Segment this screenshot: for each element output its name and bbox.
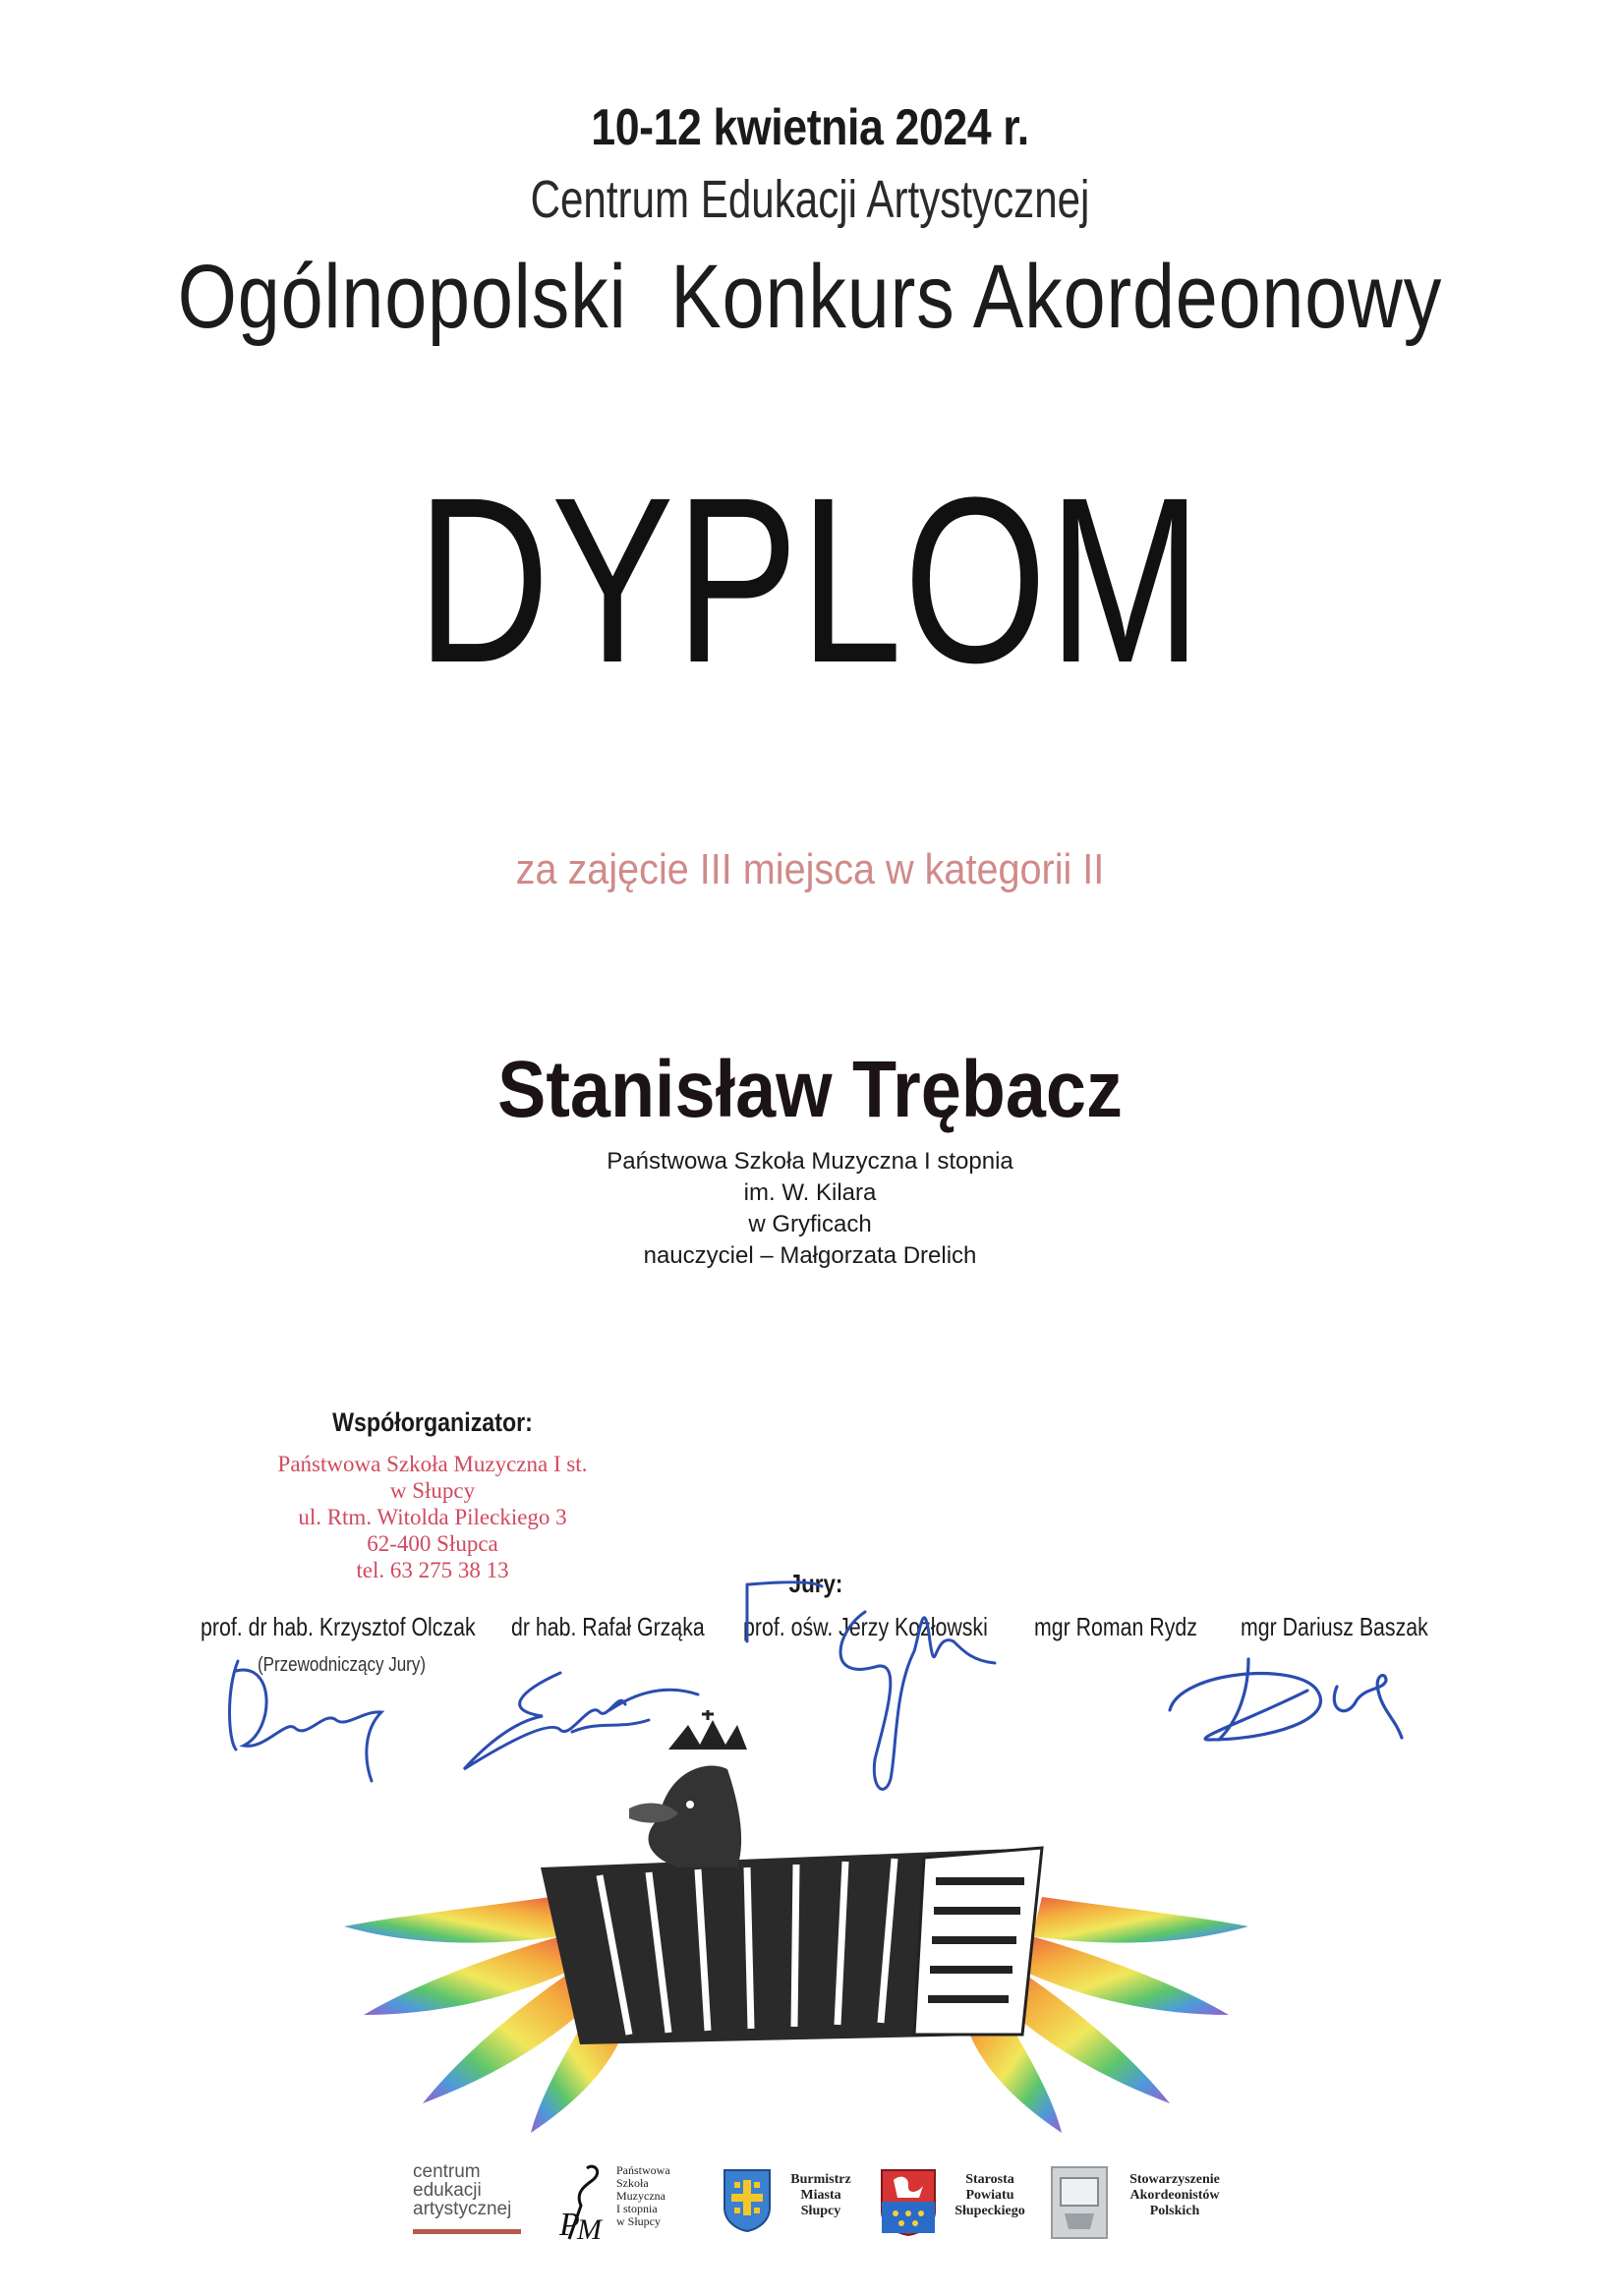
burmistrz-logo-line: Burmistrz	[790, 2172, 851, 2187]
psm-logo-text	[616, 2164, 695, 2228]
psm-monogram-icon	[555, 2162, 608, 2241]
accordion-emblem-logo	[334, 1710, 1258, 2143]
sap-logo-line: Polskich	[1149, 2204, 1200, 2218]
sap-logo	[1047, 2162, 1244, 2241]
school-line: im. W. Kilara	[743, 1179, 877, 1206]
award-text: za zajęcie III miejsca w kategorii II	[515, 845, 1105, 893]
psm-logo-line: w Słupcy	[616, 2214, 661, 2228]
organizer-name: Centrum Edukacji Artystycznej	[530, 170, 1090, 229]
powiat-slupecki-coat-of-arms-icon	[880, 2168, 937, 2237]
jury-member: mgr Dariusz Baszak	[1241, 1612, 1428, 1641]
cea-logo-line: centrum	[413, 2161, 481, 2182]
jury-member: mgr Roman Rydz	[1034, 1612, 1197, 1641]
jury-chair-note: (Przewodniczący Jury)	[258, 1654, 426, 1676]
slupca-coat-of-arms-icon	[723, 2168, 772, 2233]
cea-logo-bar	[413, 2229, 521, 2234]
coorganizer-label: Współorganizator:	[332, 1407, 533, 1437]
sap-logo-text	[1116, 2172, 1234, 2219]
school-line: w Gryficach	[748, 1211, 872, 1237]
school-line: Państwowa Szkoła Muzyczna I stopnia	[607, 1148, 1013, 1175]
starosta-logo-text	[941, 2172, 1039, 2219]
sap-logo-line: Akordeonistów	[1129, 2188, 1220, 2203]
coorganizer-line: tel. 63 275 38 13	[356, 1558, 509, 1582]
cea-logo	[413, 2162, 527, 2241]
psm-logo-line: Szkoła	[616, 2176, 649, 2190]
sap-logo-line: Stowarzyszenie	[1129, 2172, 1220, 2187]
burmistrz-logo-text	[781, 2172, 860, 2219]
starosta-logo-line: Starosta	[965, 2172, 1014, 2187]
jury-member: dr hab. Rafał Grząka	[511, 1612, 705, 1641]
sap-emblem-icon	[1051, 2166, 1108, 2239]
burmistrz-logo-line: Słupcy	[800, 2204, 841, 2218]
coorganizer-line: 62-400 Słupca	[367, 1531, 498, 1556]
burmistrz-logo-line: Miasta	[800, 2188, 841, 2203]
coorganizer-line: w Słupcy	[389, 1478, 476, 1503]
psm-logo-line: Muzyczna	[616, 2189, 665, 2203]
starosta-logo-line: Słupeckiego	[955, 2204, 1025, 2218]
psm-logo-line: I stopnia	[616, 2202, 658, 2215]
cea-logo-line: artystycznej	[413, 2199, 512, 2219]
jury-label: Jury:	[788, 1569, 843, 1598]
psm-slupca-logo	[555, 2162, 693, 2241]
cea-logo-line: edukacji	[413, 2180, 482, 2201]
svg-text:M: M	[577, 2213, 602, 2241]
starosta-logo	[880, 2162, 1052, 2241]
psm-logo-line: Państwowa	[616, 2163, 670, 2177]
teacher-line: nauczyciel – Małgorzata Drelich	[643, 1242, 977, 1269]
burmistrz-logo	[723, 2162, 870, 2241]
event-date: 10-12 kwietnia 2024 r.	[591, 99, 1029, 156]
coorganizer-line: ul. Rtm. Witolda Pileckiego 3	[298, 1505, 567, 1529]
svg-text:P: P	[559, 2207, 580, 2241]
contest-name: Ogólnopolski Konkurs Akordeonowy	[177, 247, 1443, 347]
jury-member: prof. ośw. Jerzy Kozłowski	[743, 1612, 988, 1641]
coorganizer-line: Państwowa Szkoła Muzyczna I st.	[277, 1452, 588, 1476]
starosta-logo-line: Powiatu	[965, 2188, 1014, 2203]
jury-member: prof. dr hab. Krzysztof Olczak	[201, 1612, 476, 1641]
diploma-title: DYPLOM	[417, 448, 1203, 712]
winner-name: Stanisław Trębacz	[497, 1045, 1123, 1134]
